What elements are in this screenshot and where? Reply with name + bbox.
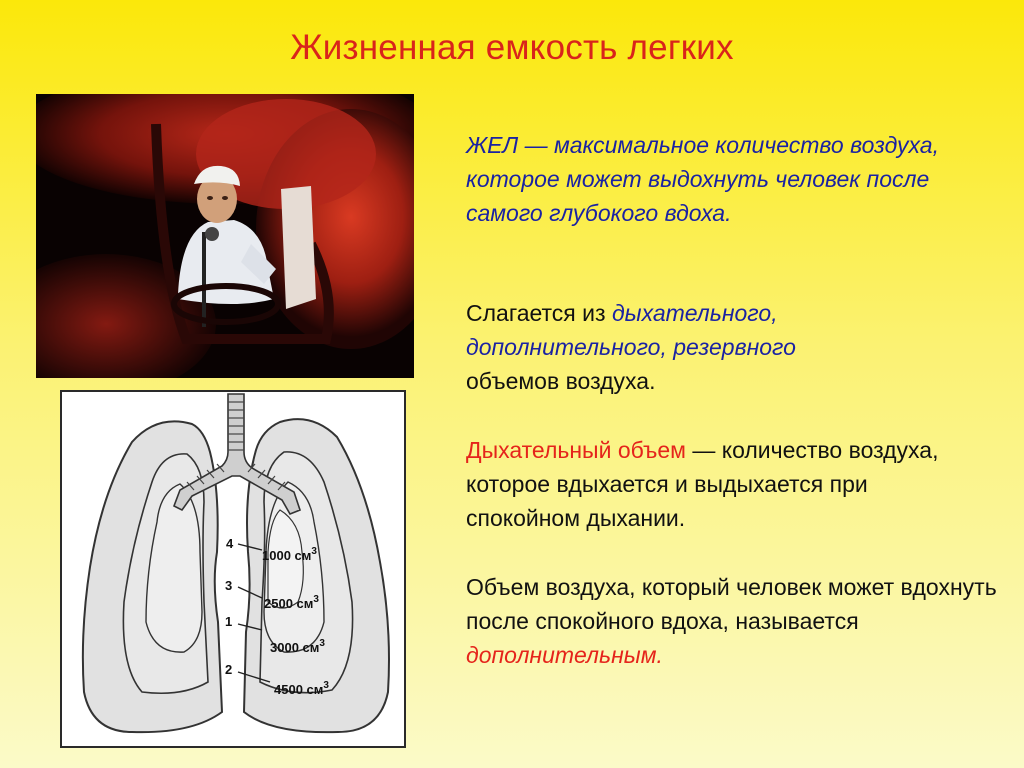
slide-title: Жизненная емкость легких	[290, 28, 734, 67]
tidal-volume-term: Дыхательный объем	[466, 437, 686, 463]
label-3-volume: 2500 $см^3$	[264, 594, 319, 611]
label-1-number: 1	[225, 614, 233, 629]
vc-definition: ЖЕЛ — максимальное количество воздуха, которое может выдохнуть человек после самого глубокого вдоха.	[466, 132, 939, 226]
label-2-number: 2	[225, 662, 233, 677]
inspiratory-term: дополнительным	[466, 642, 657, 668]
term-reserve: резервного	[673, 334, 796, 360]
lung-volume-diagram	[60, 390, 406, 748]
term-tidal: дыхательного	[611, 300, 772, 326]
label-3-number: 3	[225, 578, 233, 593]
inspiratory-volume-definition: Объем воздуха, который человек может вдохнуть после спокойного вдоха, называется дополнительным.	[466, 574, 997, 668]
term-inspiratory: дополнительного	[466, 334, 661, 360]
label-1-volume: 3000 $см^3$	[270, 638, 325, 655]
label-4-number: 4	[226, 536, 234, 551]
label-2-volume: 4500 $см^3$	[274, 680, 329, 697]
spirometry-photo	[36, 94, 414, 378]
vc-composition: Слагается из дыхательного, дополнительного, резервного объемов воздуха.	[466, 300, 796, 394]
label-4-volume: 1000 $см^3$	[262, 546, 317, 563]
tidal-volume-definition: Дыхательный объем — количество воздуха, которое вдыхается и выдыхается при спокойном дыхании.	[466, 437, 939, 531]
